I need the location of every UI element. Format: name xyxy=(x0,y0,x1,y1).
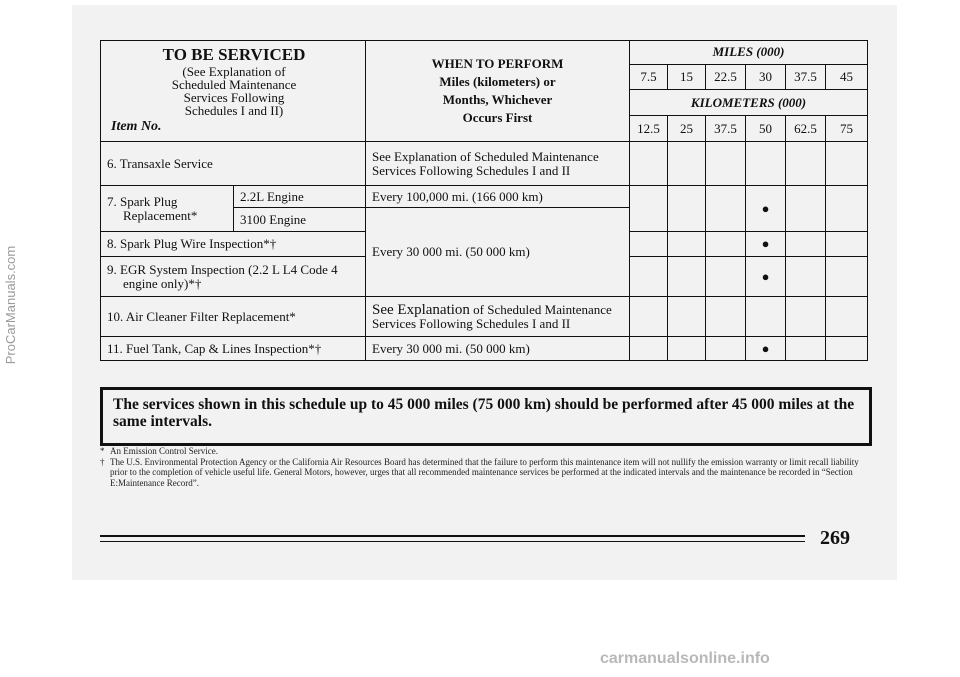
header-row-1 xyxy=(101,41,868,65)
side-watermark: ProCarManuals.com xyxy=(3,245,18,365)
when-cell: Every 30 000 mi. (50 000 km) xyxy=(366,337,630,361)
schedule-mark xyxy=(826,142,868,186)
schedule-mark xyxy=(786,232,826,257)
schedule-mark xyxy=(786,257,826,297)
item-line: Replacement* xyxy=(123,207,198,223)
when-line: Miles (kilometers) or xyxy=(439,74,556,89)
schedule-notice-box: The services shown in this schedule up to 45 000 miles (75 000 km) should be performed after 45 000 miles at the same intervals. xyxy=(100,387,872,446)
schedule-mark xyxy=(786,337,826,361)
explanation-line: Scheduled Maintenance xyxy=(171,77,297,92)
item-label: 10. Air Cleaner Filter Replacement* xyxy=(101,297,366,337)
km-cell: 75 xyxy=(826,116,868,142)
schedule-mark xyxy=(786,297,826,337)
explanation-line: (See Explanation of xyxy=(182,64,286,79)
footer-rule-thin xyxy=(100,541,805,542)
schedule-mark xyxy=(826,297,868,337)
miles-cell: 7.5 xyxy=(630,64,668,90)
schedule-mark xyxy=(706,142,746,186)
miles-cell: 30 xyxy=(746,64,786,90)
footnote-symbol: † xyxy=(100,456,105,467)
schedule-mark xyxy=(706,297,746,337)
schedule-mark xyxy=(706,257,746,297)
km-cell: 50 xyxy=(746,116,786,142)
explanation-line: Services Following xyxy=(183,90,285,105)
table-row xyxy=(101,186,868,208)
item-label: 11. Fuel Tank, Cap & Lines Inspection*† xyxy=(101,337,366,361)
footnotes xyxy=(100,446,870,488)
when-lead: See Explanation xyxy=(372,301,470,318)
footnote-text: An Emission Control Service. xyxy=(110,446,218,456)
schedule-mark xyxy=(786,142,826,186)
miles-cell: 37.5 xyxy=(786,64,826,90)
schedule-mark xyxy=(706,186,746,232)
footnote-emission xyxy=(100,446,870,457)
schedule-mark xyxy=(630,232,668,257)
schedule-mark: ● xyxy=(746,337,786,361)
footnote-text: The U.S. Environmental Protection Agency or the California Air Resources Board has determined that the failure to perform this maintenance item will not nullify the emission warranty or limit recall liability prior to the completion of vehicle useful life. General Motors, however, urges that all recommended maintenance services be performed at the indicated intervals and the maintenance be recorded in “Section E:Maintenance Record”. xyxy=(110,456,859,488)
item-label xyxy=(101,186,234,232)
schedule-mark xyxy=(668,297,706,337)
when-cell: Every 30 000 mi. (50 000 km) xyxy=(366,208,630,297)
engine-label: 3100 Engine xyxy=(234,208,366,232)
schedule-mark xyxy=(706,337,746,361)
when-line: See Explanation of Scheduled Maintenance xyxy=(372,148,599,164)
item-label xyxy=(101,257,366,297)
miles-cell: 15 xyxy=(668,64,706,90)
schedule-mark xyxy=(630,337,668,361)
maintenance-schedule-table xyxy=(100,40,868,361)
miles-label: MILES (000) xyxy=(630,41,868,65)
schedule-mark xyxy=(826,232,868,257)
schedule-mark xyxy=(630,257,668,297)
schedule-mark xyxy=(668,186,706,232)
item-line: 9. EGR System Inspection (2.2 L L4 Code 4 xyxy=(107,261,338,277)
table-row xyxy=(101,142,868,186)
miles-cell: 22.5 xyxy=(706,64,746,90)
km-cell: 25 xyxy=(668,116,706,142)
schedule-mark xyxy=(668,257,706,297)
schedule-mark xyxy=(706,232,746,257)
schedule-mark: ● xyxy=(746,257,786,297)
table-row xyxy=(101,297,868,337)
when-cell xyxy=(366,297,630,337)
schedule-mark xyxy=(668,232,706,257)
footnote-symbol: * xyxy=(100,446,105,456)
bottom-watermark: carmanualsonline.info xyxy=(600,650,770,667)
footnote-epa xyxy=(100,457,870,489)
explanation-line: Schedules I and II) xyxy=(184,103,284,118)
schedule-mark xyxy=(746,142,786,186)
when-line: Services Following Schedules I and II xyxy=(372,315,571,331)
schedule-mark xyxy=(668,337,706,361)
kilometers-label: KILOMETERS (000) xyxy=(630,90,868,116)
schedule-mark: ● xyxy=(746,186,786,232)
when-cell xyxy=(366,142,630,186)
km-cell: 12.5 xyxy=(630,116,668,142)
schedule-mark xyxy=(630,297,668,337)
km-cell: 37.5 xyxy=(706,116,746,142)
to-be-serviced-header xyxy=(101,41,366,142)
miles-cell: 45 xyxy=(826,64,868,90)
item-line: 7. Spark Plug xyxy=(107,193,178,209)
table-row xyxy=(101,337,868,361)
when-line: Occurs First xyxy=(462,110,533,125)
item-label: 6. Transaxle Service xyxy=(101,142,366,186)
schedule-mark: ● xyxy=(746,232,786,257)
schedule-mark xyxy=(826,257,868,297)
to-be-serviced-title: TO BE SERVICED xyxy=(162,45,306,64)
when-to-perform-header xyxy=(366,41,630,142)
when-cell: Every 100,000 mi. (166 000 km) xyxy=(366,186,630,208)
schedule-mark xyxy=(826,337,868,361)
footer-rule xyxy=(100,535,805,537)
schedule-mark xyxy=(630,142,668,186)
page-number: 269 xyxy=(820,527,850,549)
km-cell: 62.5 xyxy=(786,116,826,142)
engine-label: 2.2L Engine xyxy=(234,186,366,208)
item-label: 8. Spark Plug Wire Inspection*† xyxy=(101,232,366,257)
when-line: Services Following Schedules I and II xyxy=(372,162,571,178)
item-line: engine only)*† xyxy=(123,275,202,291)
schedule-mark xyxy=(630,186,668,232)
when-line: WHEN TO PERFORM xyxy=(431,56,564,71)
item-no-label: Item No. xyxy=(111,119,162,134)
when-line: of Scheduled Maintenance xyxy=(469,301,612,317)
schedule-mark xyxy=(786,186,826,232)
schedule-mark xyxy=(746,297,786,337)
schedule-mark xyxy=(826,186,868,232)
when-line: Months, Whichever xyxy=(442,92,553,107)
schedule-mark xyxy=(668,142,706,186)
